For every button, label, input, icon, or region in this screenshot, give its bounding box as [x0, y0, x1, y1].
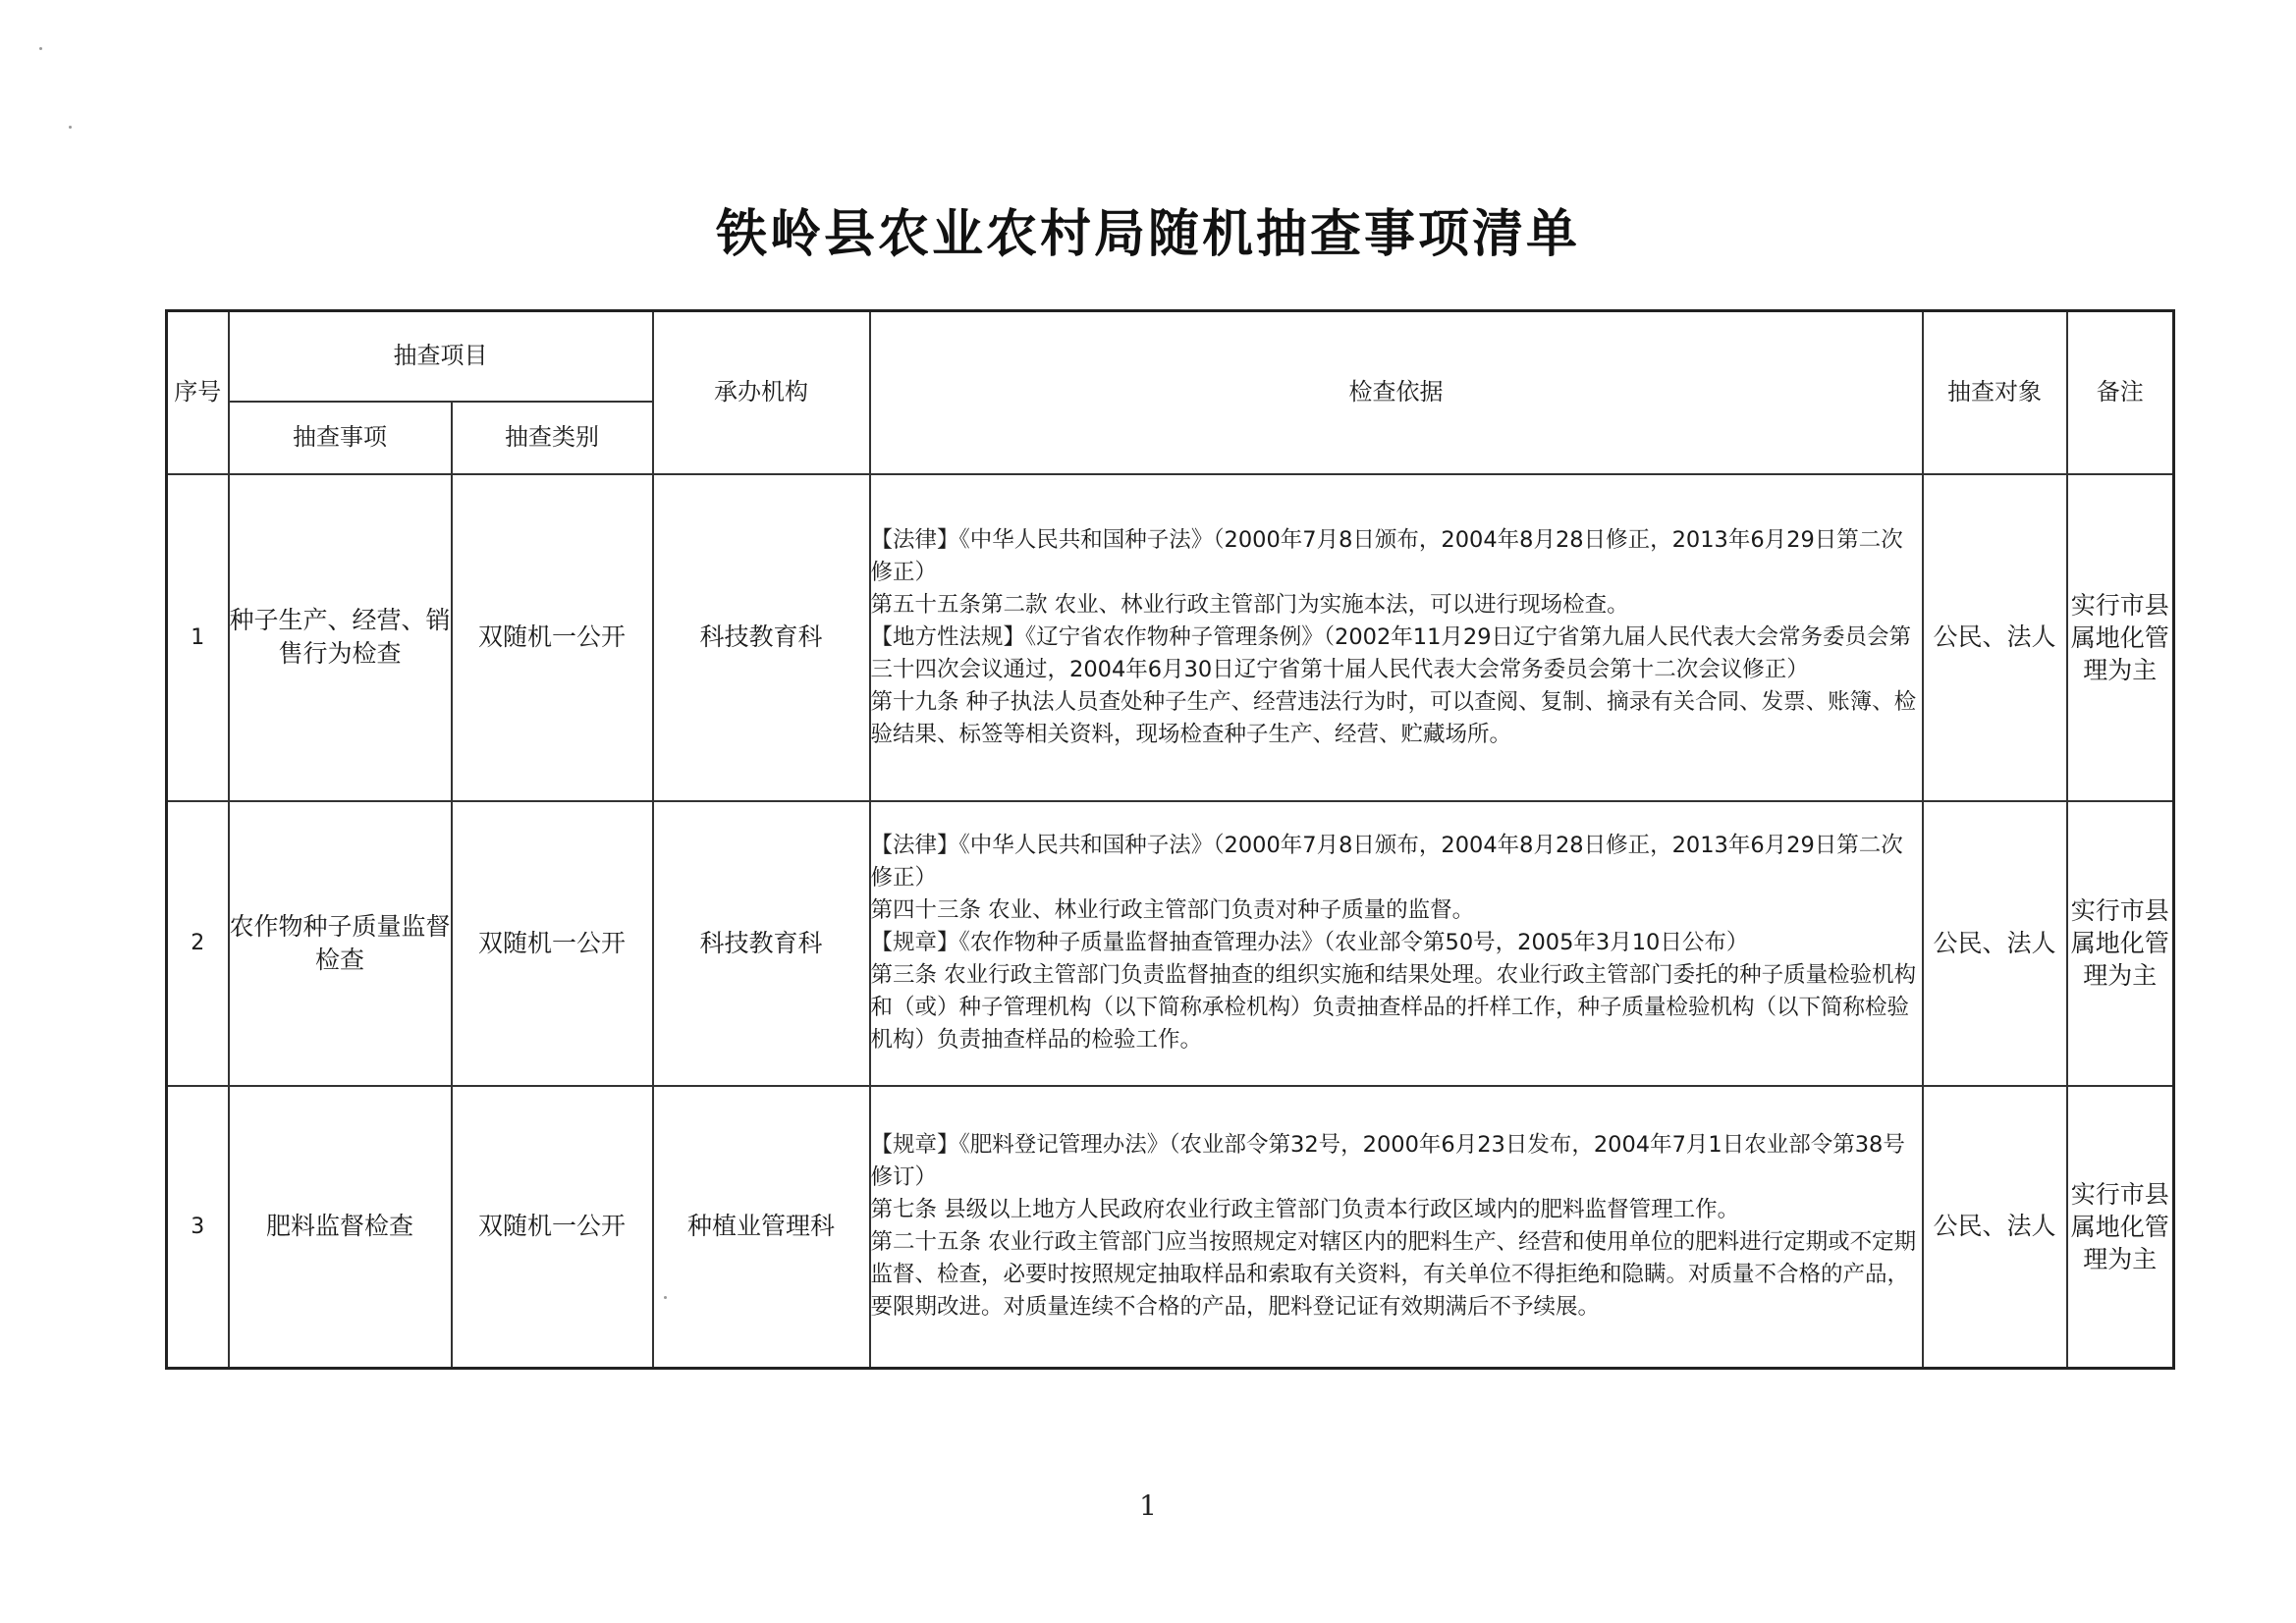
header-category: 抽查类别 — [452, 402, 653, 474]
inspection-table — [165, 309, 2175, 1370]
row-remark: 实行市县属地化管理为主 — [2067, 1086, 2174, 1369]
row-item: 农作物种子质量监督检查 — [229, 801, 452, 1086]
basis-paragraph: 【规章】《肥料登记管理办法》（农业部令第32号，2000年6月23日发布，2004年7月1日农业部令第38号修订） — [870, 1132, 1905, 1191]
row-target: 公民、法人 — [1923, 801, 2067, 1086]
row-seq: 1 — [167, 474, 229, 801]
basis-paragraph: 【法律】《中华人民共和国种子法》（2000年7月8日颁布，2004年8月28日修正，2013年6月29日第二次修正） — [870, 526, 1903, 585]
header-basis: 检查依据 — [870, 311, 1923, 474]
row-item: 种子生产、经营、销售行为检查 — [229, 474, 452, 801]
basis-paragraph: 【法律】《中华人民共和国种子法》（2000年7月8日颁布，2004年8月28日修正，2013年6月29日第二次修正） — [870, 833, 1903, 891]
page-number: 1 — [1139, 1489, 1157, 1522]
row-category: 双随机一公开 — [452, 1086, 653, 1369]
header-row-top — [167, 311, 2174, 402]
basis-paragraph: 第三条 农业行政主管部门负责监督抽查的组织实施和结果处理。农业行政主管部门委托的种子质量检验机构和（或）种子管理机构（以下简称承检机构）负责抽查样品的扦样工作，种子质量检验机构（以下简称检验机构）负责抽查样品的检验工作。 — [870, 962, 1917, 1053]
row-item: 肥料监督检查 — [229, 1086, 452, 1369]
table-row — [167, 474, 2174, 801]
row-org: 科技教育科 — [653, 801, 870, 1086]
row-org: 科技教育科 — [653, 474, 870, 801]
page-title: 铁岭县农业农村局随机抽查事项清单 — [715, 205, 1580, 264]
header-remark: 备注 — [2067, 311, 2174, 474]
row-category: 双随机一公开 — [452, 801, 653, 1086]
header-project-group: 抽查项目 — [229, 311, 653, 402]
basis-paragraph: 第二十五条 农业行政主管部门应当按照规定对辖区内的肥料生产、经营和使用单位的肥料进行定期或不定期监督、检查，必要时按照规定抽取样品和索取有关资料，有关单位不得拒绝和隐瞒。对质量不合格的产品，要限期改进。对质量连续不合格的产品，肥料登记证有效期满后不予续展。 — [870, 1229, 1917, 1321]
table-row — [167, 801, 2174, 1086]
header-seq: 序号 — [167, 311, 229, 474]
basis-paragraph: 【规章】《农作物种子质量监督抽查管理办法》（农业部令第50号，2005年3月10日公布） — [870, 930, 1749, 955]
scan-speck — [39, 47, 42, 50]
basis-paragraph: 【地方性法规】《辽宁省农作物种子管理条例》（2002年11月29日辽宁省第九届人民代表大会常务委员会第三十四次会议通过，2004年6月30日辽宁省第十届人民代表大会常务委员会第十二次会议修正） — [870, 623, 1912, 682]
basis-paragraph: 第四十三条 农业、林业行政主管部门负责对种子质量的监督。 — [870, 897, 1475, 923]
row-remark: 实行市县属地化管理为主 — [2067, 474, 2174, 801]
header-org: 承办机构 — [653, 311, 870, 474]
row-remark: 实行市县属地化管理为主 — [2067, 801, 2174, 1086]
row-seq: 2 — [167, 801, 229, 1086]
row-basis — [870, 474, 1923, 801]
basis-paragraph: 第七条 县级以上地方人民政府农业行政主管部门负责本行政区域内的肥料监督管理工作。 — [870, 1197, 1740, 1223]
basis-paragraph: 第五十五条第二款 农业、林业行政主管部门为实施本法，可以进行现场检查。 — [870, 591, 1629, 618]
row-category: 双随机一公开 — [452, 474, 653, 801]
row-target: 公民、法人 — [1923, 1086, 2067, 1369]
scan-speck — [69, 126, 72, 129]
table-row — [167, 1086, 2174, 1369]
header-target: 抽查对象 — [1923, 311, 2067, 474]
header-item: 抽查事项 — [229, 402, 452, 474]
row-seq: 3 — [167, 1086, 229, 1369]
row-basis — [870, 801, 1923, 1086]
row-basis — [870, 1086, 1923, 1369]
row-org: 种植业管理科 — [653, 1086, 870, 1369]
basis-paragraph: 第十九条 种子执法人员查处种子生产、经营违法行为时，可以查阅、复制、摘录有关合同、发票、账簿、检验结果、标签等相关资料，现场检查种子生产、经营、贮藏场所。 — [870, 688, 1917, 747]
row-target: 公民、法人 — [1923, 474, 2067, 801]
